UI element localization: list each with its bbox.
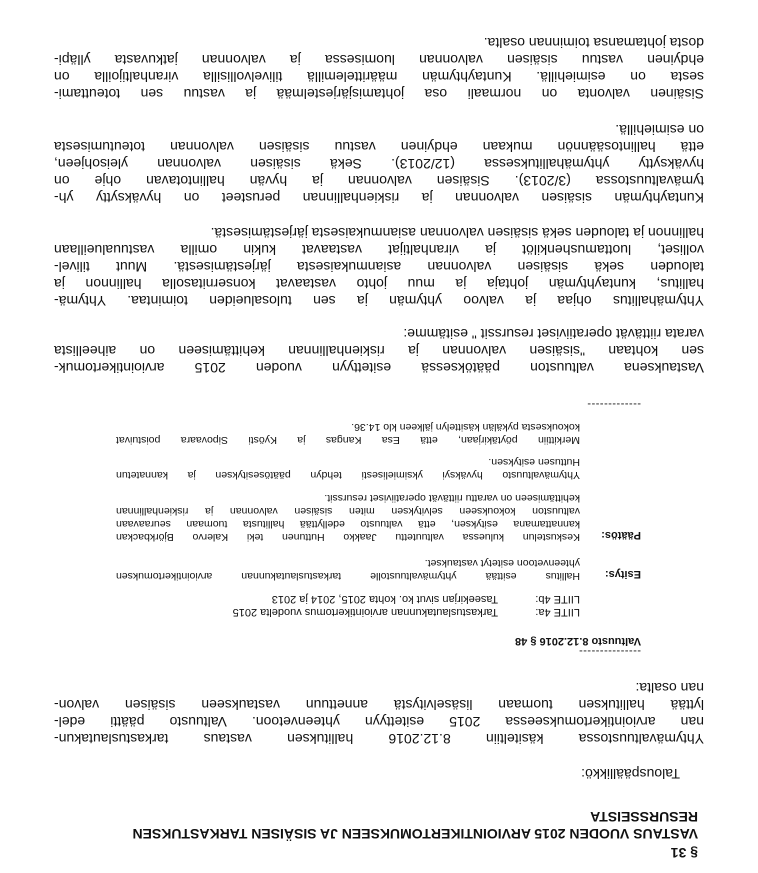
paragraph-line: talouden sekä sisäisen valvonnan asianmukaisesta järjestämisestä. Muut tilivel- [54, 259, 704, 275]
paragraph-line: dosta johtamansa toiminnan osalta. [483, 35, 704, 51]
block-line: kehittämiseen on varattu riittävät operatiiviset resurssit. [324, 492, 580, 504]
paragraph-line: nan osalta: [635, 680, 704, 696]
paragraph-line: ehdyinen vastuu sisäisen valvonnan luomisessa ja valvonnan jatkuvasta ylläpi- [54, 52, 704, 68]
minutes-reference: Valtuusto 8.12.2016 § 48 [515, 635, 641, 647]
block-line: Keskustelun kuluessa valtuutettu Jaakko Huttunen teki Kalervo Björkbackan [116, 531, 580, 543]
decision-text-2 [116, 455, 580, 481]
proposal-label: Esitys: [604, 568, 641, 580]
paragraph-line: hallitus, kuntayhtymän johtaja ja muu johto vastaavat konsernitasolla hallinnon ja [54, 276, 704, 292]
paragraph-line: lyttää hallituksen tuomaan lisäselvitystä annettuun vastaukseen sisäisen valvon- [54, 697, 704, 713]
section-number: § 31 [670, 845, 698, 861]
attachment-text: Tarkastuslautakunnan arviointikertomus vuodelta 2015 [232, 606, 498, 618]
block-line: kokouksesta pykälän käsittelyn jälkeen klo 14.36. [351, 421, 580, 433]
section-title-line1: VASTAUS VUODEN 2015 ARVIOINTIKERTOMUKSEEN JA SISÄISEN TARKASTUKSEN [132, 826, 698, 842]
block-line: yhteenvetoon esitetyt vastaukset. [424, 557, 580, 569]
attachment-label: LIITE 4a: [535, 606, 580, 618]
section-title-line2: RESURSSEISTA [590, 809, 698, 825]
paragraph-line: hyväksytty yhtymähallituksessa (12/2013). Sekä sisäisen valvonnan yleisohjeen, [54, 156, 704, 172]
paragraph-response [54, 325, 704, 376]
decision-text-3 [116, 420, 580, 446]
paragraph-line: Kuntayhtymän sisäisen valvonnan ja riskienhallinnan perusteet on hyväksytty yh- [54, 190, 704, 206]
paragraph-line: tymävaltuustossa (3/2013). Sisäisen valvonnan ja hyvän hallintotavan ohje on [54, 173, 704, 189]
block-line: Huttusen esityksen. [488, 456, 580, 468]
block-line: Hallitus esittää yhtymävaltuustolle tarkastuslautakunnan arviointikertomuksen [116, 570, 580, 582]
paragraph-line: varata riittävät operatiiviset resurssit " esitämme: [403, 326, 704, 342]
decision-label: Päätös: [601, 529, 641, 541]
intro-paragraph [54, 679, 704, 747]
paragraph-principles [54, 121, 704, 206]
dash-separator-bottom: ------------- [586, 398, 641, 410]
paragraph-line: Yhtymävaltuustossa käsiteltiin 8.12.2016 hallituksen vastaus tarkastuslautakun- [54, 731, 704, 747]
paragraph-line: sen kohtaan "sisäisen valvonnan ja riskienhallinnan kehittämiseen on aiheellista [54, 343, 704, 359]
proposal-text [116, 556, 580, 582]
paragraph-line: nan arviointikertomukseessa 2015 esitettyyn yhteenvetoon. Valtuusto päätti edel- [54, 714, 704, 730]
paragraph-internal-control [54, 34, 704, 102]
paragraph-line: Sisäinen valvonta on normaali osa johtamisjärjestelmää ja vastuu sen toteuttami- [54, 86, 704, 102]
block-line: Yhtymävaltuusto hyväksyi yksimielisesti tehdyn päätösesityksen ja kannatetun [116, 469, 580, 481]
presenter-label: Talouspäällikkö: [581, 766, 680, 782]
paragraph-line: on esimiehillä. [615, 122, 704, 138]
block-line: kannattamana esityksen, että valtuusto edellyttää hallitusta tuomaan seuraavaan [116, 518, 580, 530]
paragraph-line: että hallintosäännön mukaan ehdyinen vastuu sisäisen valvonnan toteutumisesta [54, 139, 704, 155]
block-line: Merkittiin pöytäkirjaan, että Esa Kangas ja Kyösti Sipovaara poistuivat [116, 434, 580, 446]
paragraph-line: volliset, luottamushenkilöt ja viranhaltijat vastaavat kukin omilla vastuualueillaan [54, 242, 704, 258]
attachment-text: Taseekirjan sivut ko. kohta 2015, 2014 ja 2013 [271, 593, 498, 605]
attachment-label: LIITE 4b: [535, 593, 580, 605]
dash-separator-top: --------------- [578, 645, 641, 657]
decision-text [116, 491, 580, 543]
paragraph-line: hallinnon ja talouden sekä sisäisen valvonnan asianmukaisesta järjestämisestä. [210, 225, 704, 241]
paragraph-line: Yhtymähallitus ohjaa ja valvoo yhtymän ja sen tulosalueiden toimintaa. Yhtymä- [54, 293, 704, 309]
block-line: valtuuston kokoukseen selvityksen miten sisäisen valvonnan ja riskienhallinnan [116, 505, 580, 517]
paragraph-governance [54, 224, 704, 309]
paragraph-line: Vastauksena valtuuston päätöksessä esitettyyn vuoden 2015 arviointikertomuk- [54, 360, 704, 376]
paragraph-line: sesta on esimiehillä. Kuntayhtymän määrittelemillä tilivelvollisilla viranhaltijoilla on [54, 69, 704, 85]
